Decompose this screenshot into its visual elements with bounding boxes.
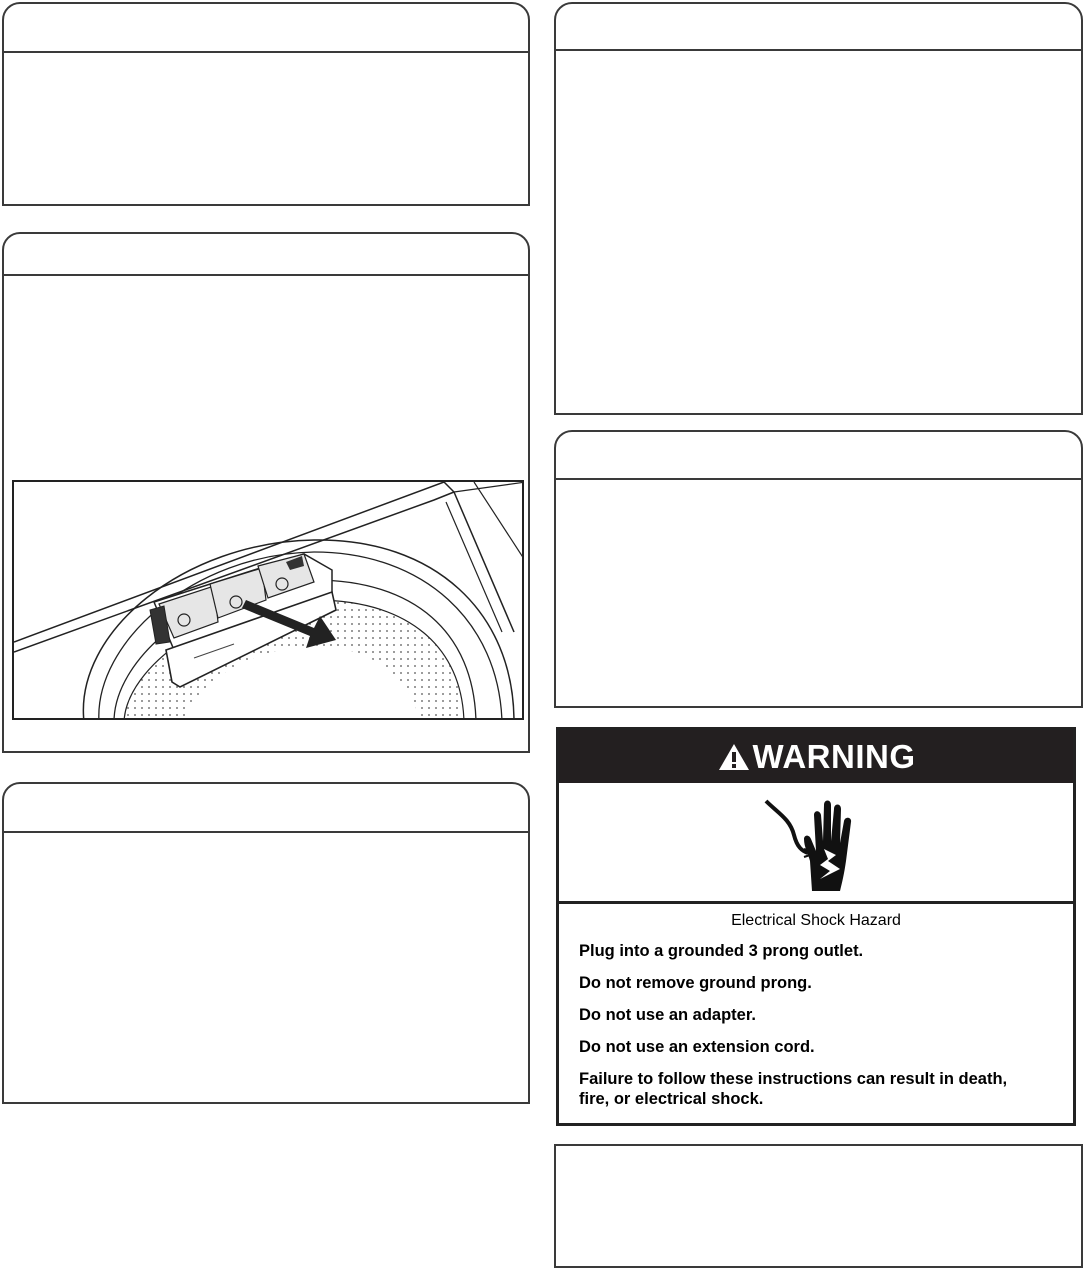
section-header-1: [4, 4, 528, 53]
section-header-3: [4, 784, 528, 833]
section-header-4: [556, 4, 1081, 51]
dispenser-illustration: [12, 480, 524, 720]
section-panel-1: [2, 2, 530, 206]
section-panel-5: [554, 430, 1083, 708]
warning-line: fire, or electrical shock.: [579, 1090, 764, 1108]
electrical-shock-hand-icon: [764, 791, 864, 895]
warning-box: [556, 727, 1076, 1126]
warning-line: Plug into a grounded 3 prong outlet.: [579, 942, 864, 960]
hazard-icon-box: [559, 783, 1073, 904]
section-header-2: [4, 234, 528, 276]
warning-line: Do not remove ground prong.: [579, 974, 812, 992]
section-panel-4: [554, 2, 1083, 415]
warning-line: Do not use an extension cord.: [579, 1038, 815, 1056]
warning-triangle-icon: [717, 742, 751, 772]
section-panel-3: [2, 782, 530, 1104]
warning-body: [559, 904, 1073, 1123]
hazard-title: Electrical Shock Hazard: [731, 912, 901, 929]
section-header-5: [556, 432, 1081, 480]
warning-header: [559, 730, 1073, 783]
section-panel-2: [2, 232, 530, 753]
washer-dispenser-drawing: [14, 482, 524, 720]
section-panel-6: [554, 1144, 1083, 1268]
warning-line: Failure to follow these instructions can result in death,: [579, 1070, 1008, 1088]
warning-line: Do not use an adapter.: [579, 1006, 756, 1024]
warning-header-text: WARNING: [752, 737, 916, 775]
